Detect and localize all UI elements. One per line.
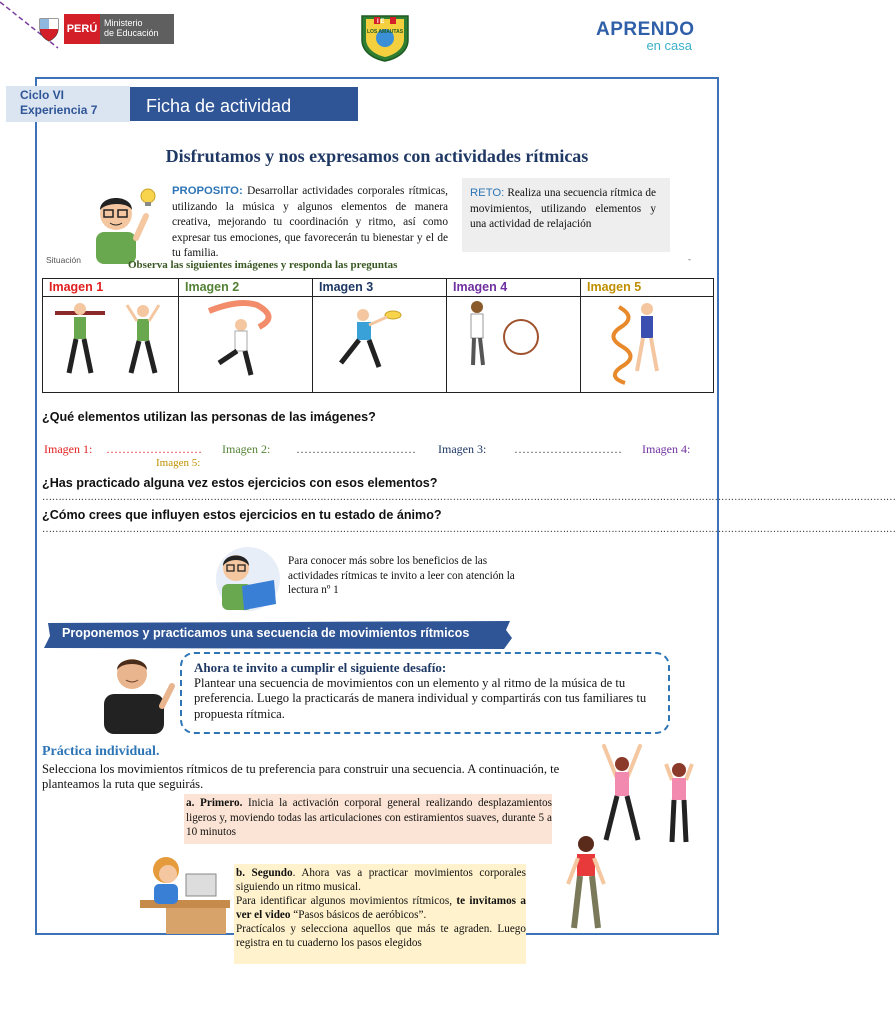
answer-line-2: ………………………………………………………………………………………………………………………………………………………………………………………………………………………………………… — [42, 492, 896, 503]
answer-imagen-1-label: Imagen 1: — [44, 442, 93, 456]
boy-idea-illustration — [82, 186, 158, 266]
boy-with-frisbee-illustration — [313, 297, 446, 391]
answer-imagen-2-label: Imagen 2: — [222, 442, 271, 456]
image-label-3: Imagen 3 — [313, 279, 446, 297]
answer-imagen-5-label: Imagen 5: — [156, 457, 201, 469]
answer-imagen-3-label: Imagen 3: — [438, 442, 487, 456]
question-1: ¿Qué elementos utilizan las personas de las imágenes? — [42, 410, 376, 424]
boy-reading-illustration — [208, 546, 282, 612]
reto-box: RETO: Realiza una secuencia rítmica de movimientos, utilizando elementos y una actividad de relajación — [462, 178, 670, 252]
image-cell-5 — [580, 279, 713, 392]
aprendo-logo: APRENDO en casa — [596, 19, 695, 53]
school-name: LOS AMAUTAS — [366, 29, 404, 35]
image-cell-1 — [43, 279, 178, 392]
girls-with-bar-illustration — [43, 297, 177, 391]
practica-heading: Práctica individual. — [42, 744, 160, 759]
desafio-box — [180, 652, 670, 734]
question-3: ¿Cómo crees que influyen estos ejercicios en tu estado de ánimo? — [42, 508, 442, 522]
answer-line-3: ………………………………………………………………………………………………………………………………………………………………………………………………………………………………………… — [42, 524, 896, 535]
girl-with-hoop-illustration — [447, 297, 580, 391]
answer-imagen-3-dots: ……………………… — [514, 442, 622, 456]
answer-imagen-1-dots: …………………… — [106, 442, 202, 456]
image-label-1: Imagen 1 — [43, 279, 178, 297]
peru-label: PERÚ — [64, 14, 100, 44]
lectura-invitation: Para conocer más sobre los beneficios de las actividades rítmicas te invito a leer con atención la lectura nº 1 — [288, 555, 515, 597]
teen-pointing-illustration — [96, 650, 178, 734]
answer-imagen-2-dots: ………………………… — [296, 442, 416, 456]
image-label-2: Imagen 2 — [179, 279, 312, 297]
observa-instruction: Observa las siguientes imágenes y responda las preguntas — [128, 259, 398, 271]
image-label-5: Imagen 5 — [581, 279, 713, 297]
primero-box: a. Primero. Inicia la activación corporal general realizando desplazamientos ligeros y, moviendo todas las articulaciones con estiramientos suaves, durante 5 a 10 minutos — [184, 794, 552, 844]
image-cell-2 — [178, 279, 312, 392]
image-label-4: Imagen 4 — [447, 279, 580, 297]
desafio-heading: Ahora te invito a cumplir el siguiente desafío: — [194, 660, 447, 675]
segundo-box: b. Segundo. Ahora vas a practicar movimientos corporales siguiendo un ritmo musical. Para identificar algunos movimientos rítmicos, te invitamos a ver el video “Pasos básicos de aeróbicos”. Practícalos y selecciona aquellos que más te agraden. Luego registra en tu cuaderno los pasos elegidos — [234, 864, 526, 964]
school-logo — [356, 14, 414, 62]
dot-mark: - — [688, 254, 691, 264]
question-2: ¿Has practicado alguna vez estos ejercicios con esos elementos? — [42, 476, 438, 490]
page-title: Disfrutamos y nos expresamos con actividades rítmicas — [165, 146, 589, 166]
section-banner-text: Proponemos y practicamos una secuencia de movimientos rítmicos — [62, 626, 470, 640]
girl-with-ribbon-illustration — [179, 297, 312, 391]
situacion-label: Situación — [46, 255, 81, 265]
dancing-girl-illustration — [564, 832, 608, 936]
girl-at-computer-illustration — [136, 850, 232, 936]
ciclo-badge: Ciclo VI Experiencia 7 — [6, 86, 130, 122]
image-cell-3 — [312, 279, 446, 392]
stretching-girl-illustration — [662, 758, 696, 848]
proposito-text: PROPOSITO: Desarrollar actividades corporales rítmicas, utilizando la música y algunos elementos de manera creativa, mejorando tu coordinación y ritmo, así como expresar tus emociones, que favorecerán tu bienestar y el de tu familia. — [172, 185, 448, 260]
ficha-title: Ficha de actividad — [130, 87, 358, 121]
image-table — [42, 278, 714, 393]
practica-text: Selecciona los movimientos rítmicos de tu preferencia para construir una secuencia. A continuación, te planteamos la ruta que seguirás. — [42, 762, 560, 791]
answer-imagen-4-label: Imagen 4: — [642, 442, 691, 456]
gymnast-with-ribbon-illustration — [581, 297, 713, 391]
school-label: I E — [377, 19, 385, 25]
desafio-text: Plantear una secuencia de movimientos con un elemento y al ritmo de la música de tu preferencia. Luego la practicarás de manera individual y compartirás con tus familiares tu propuesta rítmica. — [194, 675, 647, 721]
peru-shield-icon — [36, 16, 62, 42]
ministerio-label: Ministerio de Educación — [100, 14, 174, 44]
image-cell-4 — [446, 279, 580, 392]
